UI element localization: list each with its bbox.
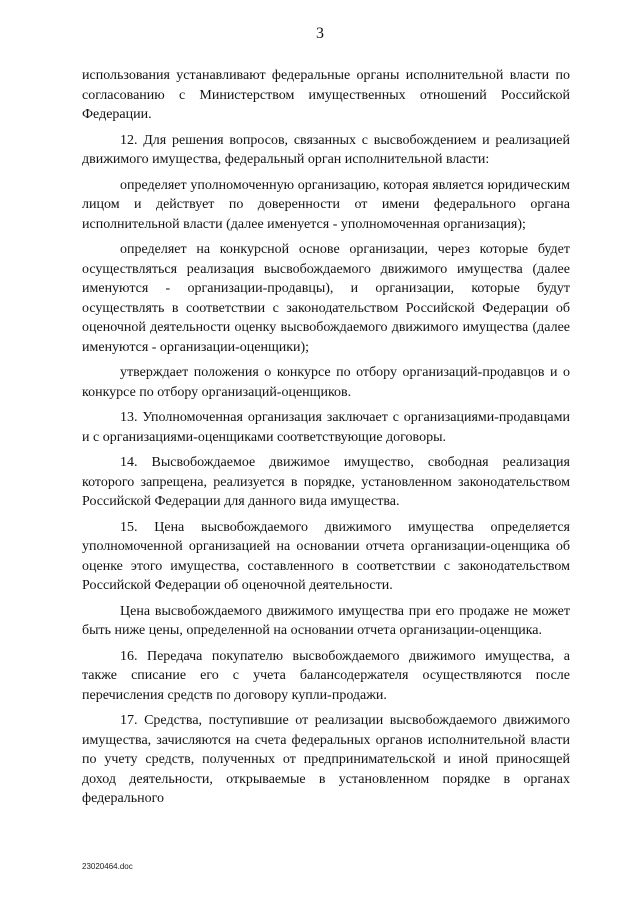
paragraph-item-15-cont: Цена высвобождаемого движимого имущества при его продаже не может быть ниже цены, определенной на основании отчета организации-оценщика.	[82, 603, 570, 638]
paragraph-item-15: 15. Цена высвобождаемого движимого имущества определяется уполномоченной организацией на основании отчета организации-оценщика об оценке этого имущества, составленного в соответствии с законодательством Российской Федерации об оценочной деятельности.	[82, 519, 570, 593]
paragraph-item-16: 16. Передача покупателю высвобождаемого движимого имущества, а также списание его с учета балансодержателя осуществляются после перечисления средств по договору купли-продажи.	[82, 648, 570, 703]
paragraph-item-14: 14. Высвобождаемое движимое имущество, свободная реализация которого запрещена, реализуется в порядке, установленном законодательством Российской Федерации для данного вида имущества.	[82, 455, 570, 509]
paragraph-item-12: 12. Для решения вопросов, связанных с высвобождением и реализацией движимого имущества, федеральный орган исполнительной власти:	[82, 132, 570, 167]
document-file-code: 23020464.doc	[82, 862, 133, 871]
paragraph-item-13: 13. Уполномоченная организация заключает с организациями-продавцами и с организациями-оценщиками соответствующие договоры.	[82, 410, 570, 445]
paragraph-item-12-sub-3: утверждает положения о конкурсе по отбору организаций-продавцов и о конкурсе по отбору организаций-оценщиков.	[82, 365, 570, 400]
page-number: 3	[316, 25, 324, 42]
paragraph-continuation: использования устанавливают федеральные органы исполнительной власти по согласованию с Министерством имущественных отношений Российской Федерации.	[82, 68, 570, 122]
paragraph-item-12-sub-1: определяет уполномоченную организацию, которая является юридическим лицом и действует по доверенности от имени федерального органа исполнительной власти (далее именуется - уполномоченная организация);	[82, 177, 570, 232]
paragraph-item-17: 17. Средства, поступившие от реализации высвобождаемого движимого имущества, зачисляются на счета федеральных органов исполнительной власти по учету средств, полученных от предпринимательской и иной приносящей доход деятельности, открываемые в установленном порядке в органах федерального	[82, 713, 570, 806]
paragraph-item-12-sub-2: определяет на конкурсной основе организации, через которые будет осуществляться реализация высвобождаемого движимого имущества (далее именуются - организации-продавцы), и организации, которые будут осуществлять в соответствии с законодательством Российской Федерации об оценочной деятельности оценку высвобождаемого движимого имущества (далее именуются - организации-оценщики);	[82, 242, 570, 355]
document-body	[82, 66, 570, 815]
